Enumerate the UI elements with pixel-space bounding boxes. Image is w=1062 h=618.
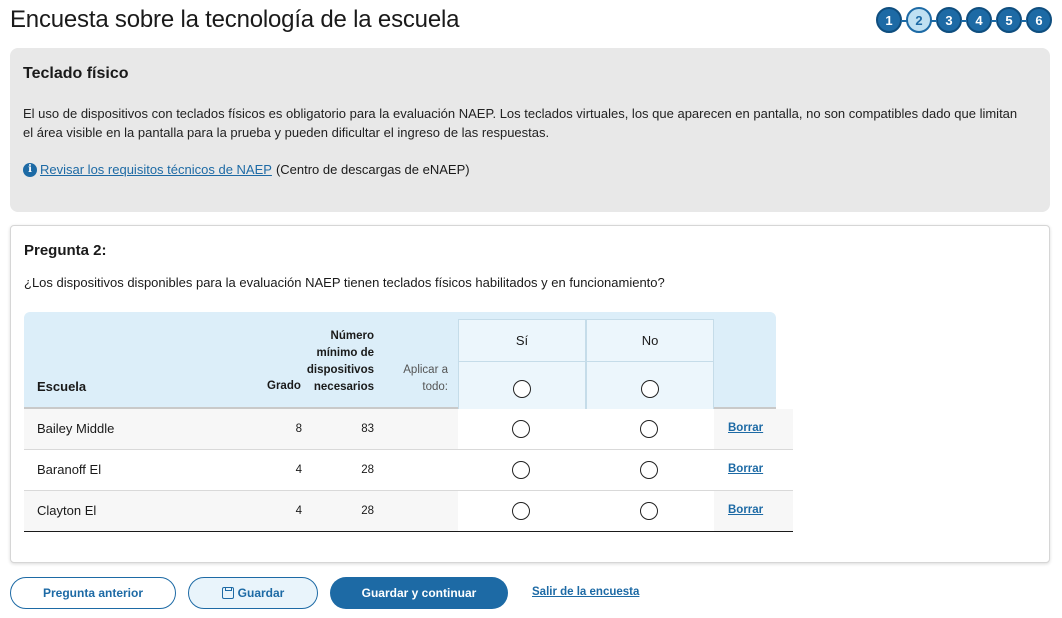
- row-school: Clayton El: [37, 503, 97, 518]
- row-min-devices: 28: [361, 464, 374, 476]
- apply-all-yes-radio[interactable]: [513, 380, 531, 398]
- requirements-link-suffix: (Centro de descargas de eNAEP): [275, 162, 470, 177]
- question-card: [10, 225, 1050, 563]
- row-min-devices: 28: [361, 505, 374, 517]
- header-min-devices: Número mínimo de dispositivos necesarios: [306, 330, 374, 393]
- info-icon: i: [23, 163, 37, 177]
- info-text: El uso de dispositivos con teclados físicos es obligatorio para la evaluación NAEP. Los teclados virtuales, los que aparecen en pantalla, no son compatibles dado que limitan el área visible en la pantalla para la prueba y pueden dificultar el ingreso de las respuestas.: [23, 106, 1018, 140]
- row-clear-link[interactable]: Borrar: [728, 422, 764, 434]
- apply-all-no-radio[interactable]: [641, 380, 659, 398]
- save-button[interactable]: [188, 577, 318, 609]
- step-2-current[interactable]: 2: [906, 7, 932, 33]
- row-min-devices: 83: [361, 423, 374, 435]
- header-apply-all: Aplicar a todo:: [403, 364, 448, 393]
- save-continue-button[interactable]: [330, 577, 508, 609]
- row-grade: 8: [295, 423, 302, 435]
- table-header: [24, 312, 776, 409]
- header-school: Escuela: [37, 379, 87, 394]
- save-continue-label: Guardar y continuar: [361, 586, 477, 600]
- row-yes-radio[interactable]: [512, 420, 530, 438]
- page-header: [10, 4, 1052, 38]
- row-yes-radio[interactable]: [512, 502, 530, 520]
- info-link-row: [23, 162, 470, 177]
- row-no-radio[interactable]: [640, 502, 658, 520]
- step-4[interactable]: 4: [966, 7, 992, 33]
- save-label: Guardar: [237, 586, 285, 600]
- info-panel: [10, 48, 1050, 212]
- step-5[interactable]: 5: [996, 7, 1022, 33]
- column-yes: [458, 319, 586, 409]
- column-no: [586, 319, 714, 409]
- table-body: [24, 409, 793, 532]
- row-no-radio[interactable]: [640, 420, 658, 438]
- page-title: Encuesta sobre la tecnología de la escuela: [10, 6, 460, 33]
- schools-table: [24, 312, 793, 532]
- table-row: [24, 409, 793, 450]
- step-3[interactable]: 3: [936, 7, 962, 33]
- exit-survey-link[interactable]: Salir de la encuesta: [532, 586, 640, 598]
- requirements-link[interactable]: Revisar los requisitos técnicos de NAEP: [40, 162, 272, 177]
- column-no-label: No: [587, 320, 713, 362]
- footer-actions: [10, 577, 1050, 609]
- question-text: ¿Los dispositivos disponibles para la evaluación NAEP tienen teclados físicos habilitados y en funcionamiento?: [24, 275, 665, 290]
- row-yes-radio[interactable]: [512, 461, 530, 479]
- row-clear-link[interactable]: Borrar: [728, 463, 764, 475]
- row-school: Bailey Middle: [37, 421, 115, 436]
- row-grade: 4: [295, 505, 302, 517]
- table-row: [24, 450, 793, 491]
- save-icon: [222, 587, 234, 599]
- step-6[interactable]: 6: [1026, 7, 1052, 33]
- step-indicator: [872, 7, 1052, 33]
- step-1[interactable]: 1: [876, 7, 902, 33]
- column-yes-label: Sí: [459, 320, 585, 362]
- row-clear-link[interactable]: Borrar: [728, 504, 764, 516]
- table-row: [24, 491, 793, 532]
- question-title: Pregunta 2:: [24, 242, 107, 259]
- row-grade: 4: [295, 464, 302, 476]
- previous-question-button[interactable]: [10, 577, 176, 609]
- row-no-radio[interactable]: [640, 461, 658, 479]
- header-grade: Grado: [267, 380, 301, 392]
- info-title: Teclado físico: [23, 65, 129, 82]
- previous-question-label: Pregunta anterior: [42, 586, 144, 600]
- row-school: Baranoff El: [37, 462, 102, 477]
